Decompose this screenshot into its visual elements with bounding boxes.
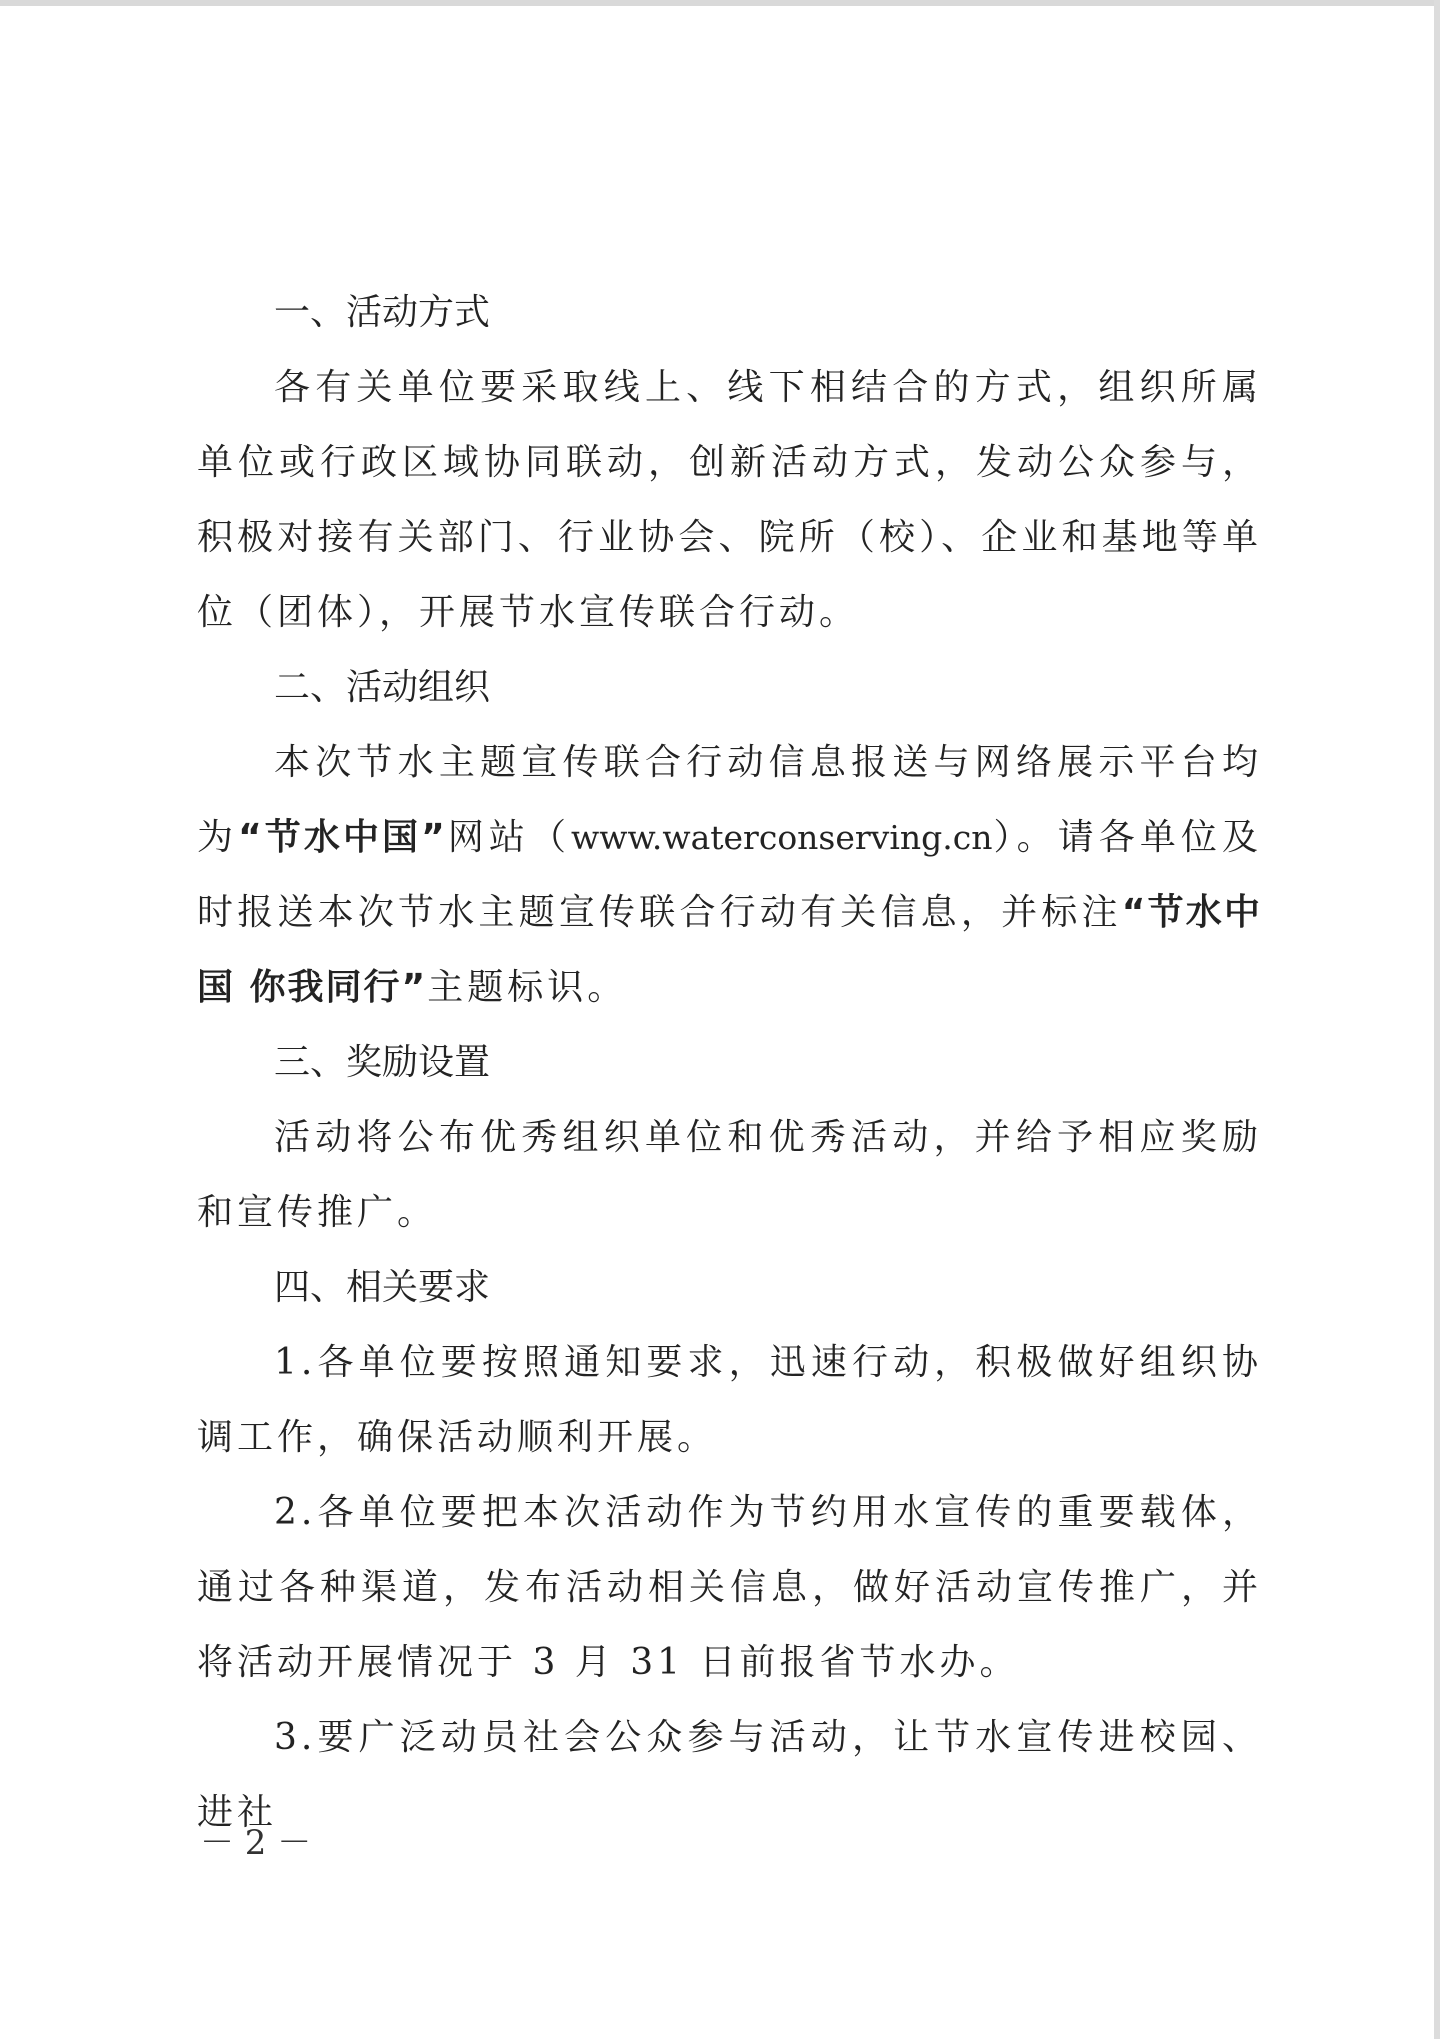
page-number: － 2 － bbox=[200, 1823, 312, 1863]
org-text-a: 本次节水主题宣传联合行动信息报送与网络展示平台均为 bbox=[197, 742, 1262, 858]
paragraph-requirement-3: 3.要广泛动员社会公众参与活动，让节水宣传进校园、进社 bbox=[197, 1717, 1262, 1833]
scan-edge-top bbox=[0, 0, 1440, 6]
section-heading-activity-method: 一、活动方式 bbox=[274, 292, 491, 333]
org-website-url: www.waterconserving.cn bbox=[571, 818, 993, 857]
org-bold-theme-slogan: “节水中国 你我同行” bbox=[197, 892, 1262, 1008]
org-bold-site-name: “节水中国” bbox=[238, 817, 447, 858]
paragraph-requirement-2: 2.各单位要把本次活动作为节约用水宣传的重要载体，通过各种渠道，发布活动相关信息，做好活动宣传推广，并将活动开展情况于 3 月 31 日前报省节水办。 bbox=[197, 1492, 1262, 1683]
paragraph-awards: 活动将公布优秀组织单位和优秀活动，并给予相应奖励和宣传推广。 bbox=[197, 1117, 1262, 1233]
section-heading-activity-organization: 二、活动组织 bbox=[274, 667, 491, 708]
org-text-d: 主题标识。 bbox=[427, 967, 628, 1008]
paragraph-requirement-1: 1.各单位要按照通知要求，迅速行动，积极做好组织协调工作，确保活动顺利开展。 bbox=[197, 1342, 1262, 1458]
document-body bbox=[197, 275, 1262, 1850]
paragraph-activity-organization bbox=[197, 725, 1262, 1025]
scan-edge-right bbox=[1434, 0, 1440, 2039]
section-heading-awards: 三、奖励设置 bbox=[274, 1042, 491, 1083]
org-text-b: 网站（ bbox=[446, 817, 572, 858]
org-text-c: ）。请各单位及时报送本次节水主题宣传联合行动有关信息，并标注 bbox=[197, 817, 1262, 933]
paragraph-activity-method: 各有关单位要采取线上、线下相结合的方式，组织所属单位或行政区域协同联动，创新活动方式，发动公众参与，积极对接有关部门、行业协会、院所（校）、企业和基地等单位（团体），开展节水宣传联合行动。 bbox=[197, 367, 1262, 633]
section-heading-requirements: 四、相关要求 bbox=[274, 1267, 491, 1308]
